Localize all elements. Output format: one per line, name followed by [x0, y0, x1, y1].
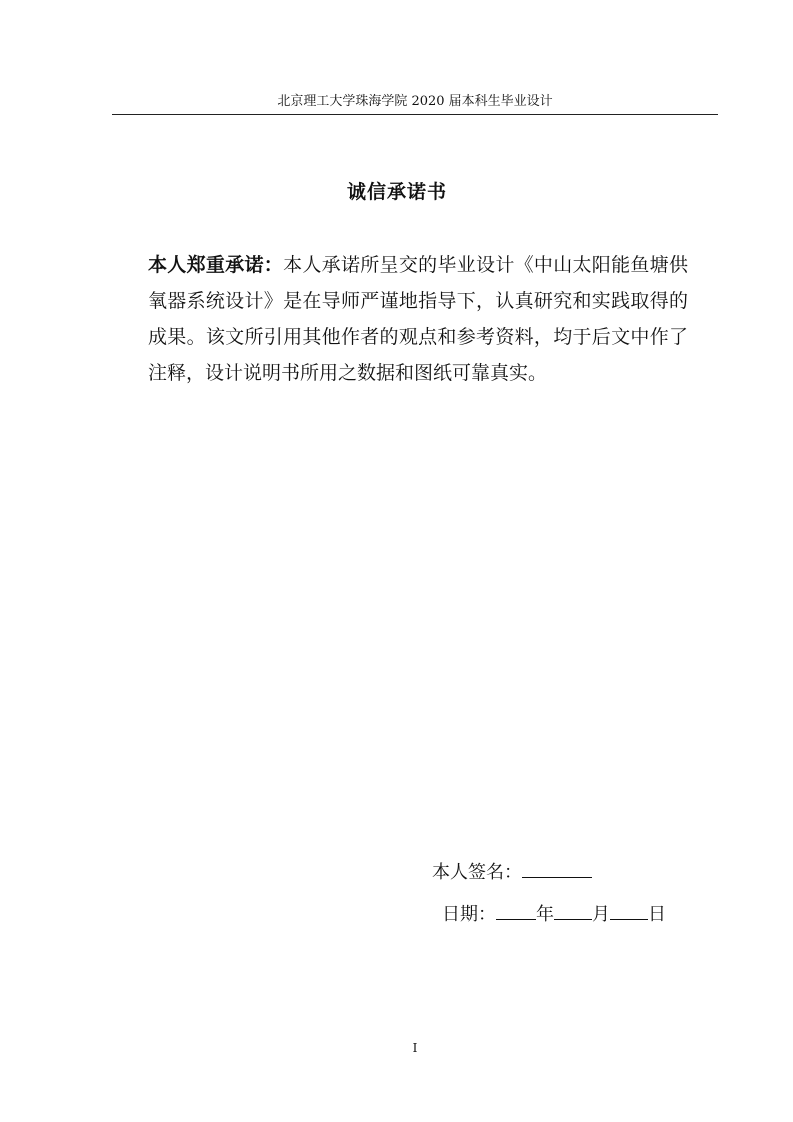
- pledge-body: 本人承诺所呈交的毕业设计《中山太阳能鱼塘供氧器系统设计》是在导师严谨地指导下，认真研究和实践取得的成果。该文所引用其他作者的观点和参考资料，均于后文中作了注释，设计说明书所用之数据和图纸可靠真实。: [148, 254, 688, 384]
- year-blank: [496, 899, 536, 920]
- page-number: I: [412, 1041, 418, 1055]
- signature-label: 本人签名：: [432, 862, 522, 883]
- header-divider: [112, 114, 718, 115]
- page-title: 诚信承诺书: [346, 181, 447, 203]
- month-blank: [554, 899, 592, 920]
- pledge-paragraph: [148, 247, 688, 391]
- day-label: 日: [648, 904, 666, 925]
- signature-row: [432, 857, 712, 887]
- signature-block: [432, 857, 712, 929]
- pledge-lead: 本人郑重承诺：: [148, 254, 284, 276]
- signature-blank: [522, 857, 592, 878]
- running-header: 北京理工大学珠海学院 2020 届本科生毕业设计: [277, 94, 553, 109]
- date-row: [432, 899, 712, 929]
- date-label: 日期：: [442, 904, 496, 925]
- month-label: 月: [592, 904, 610, 925]
- year-label: 年: [536, 904, 554, 925]
- day-blank: [610, 899, 648, 920]
